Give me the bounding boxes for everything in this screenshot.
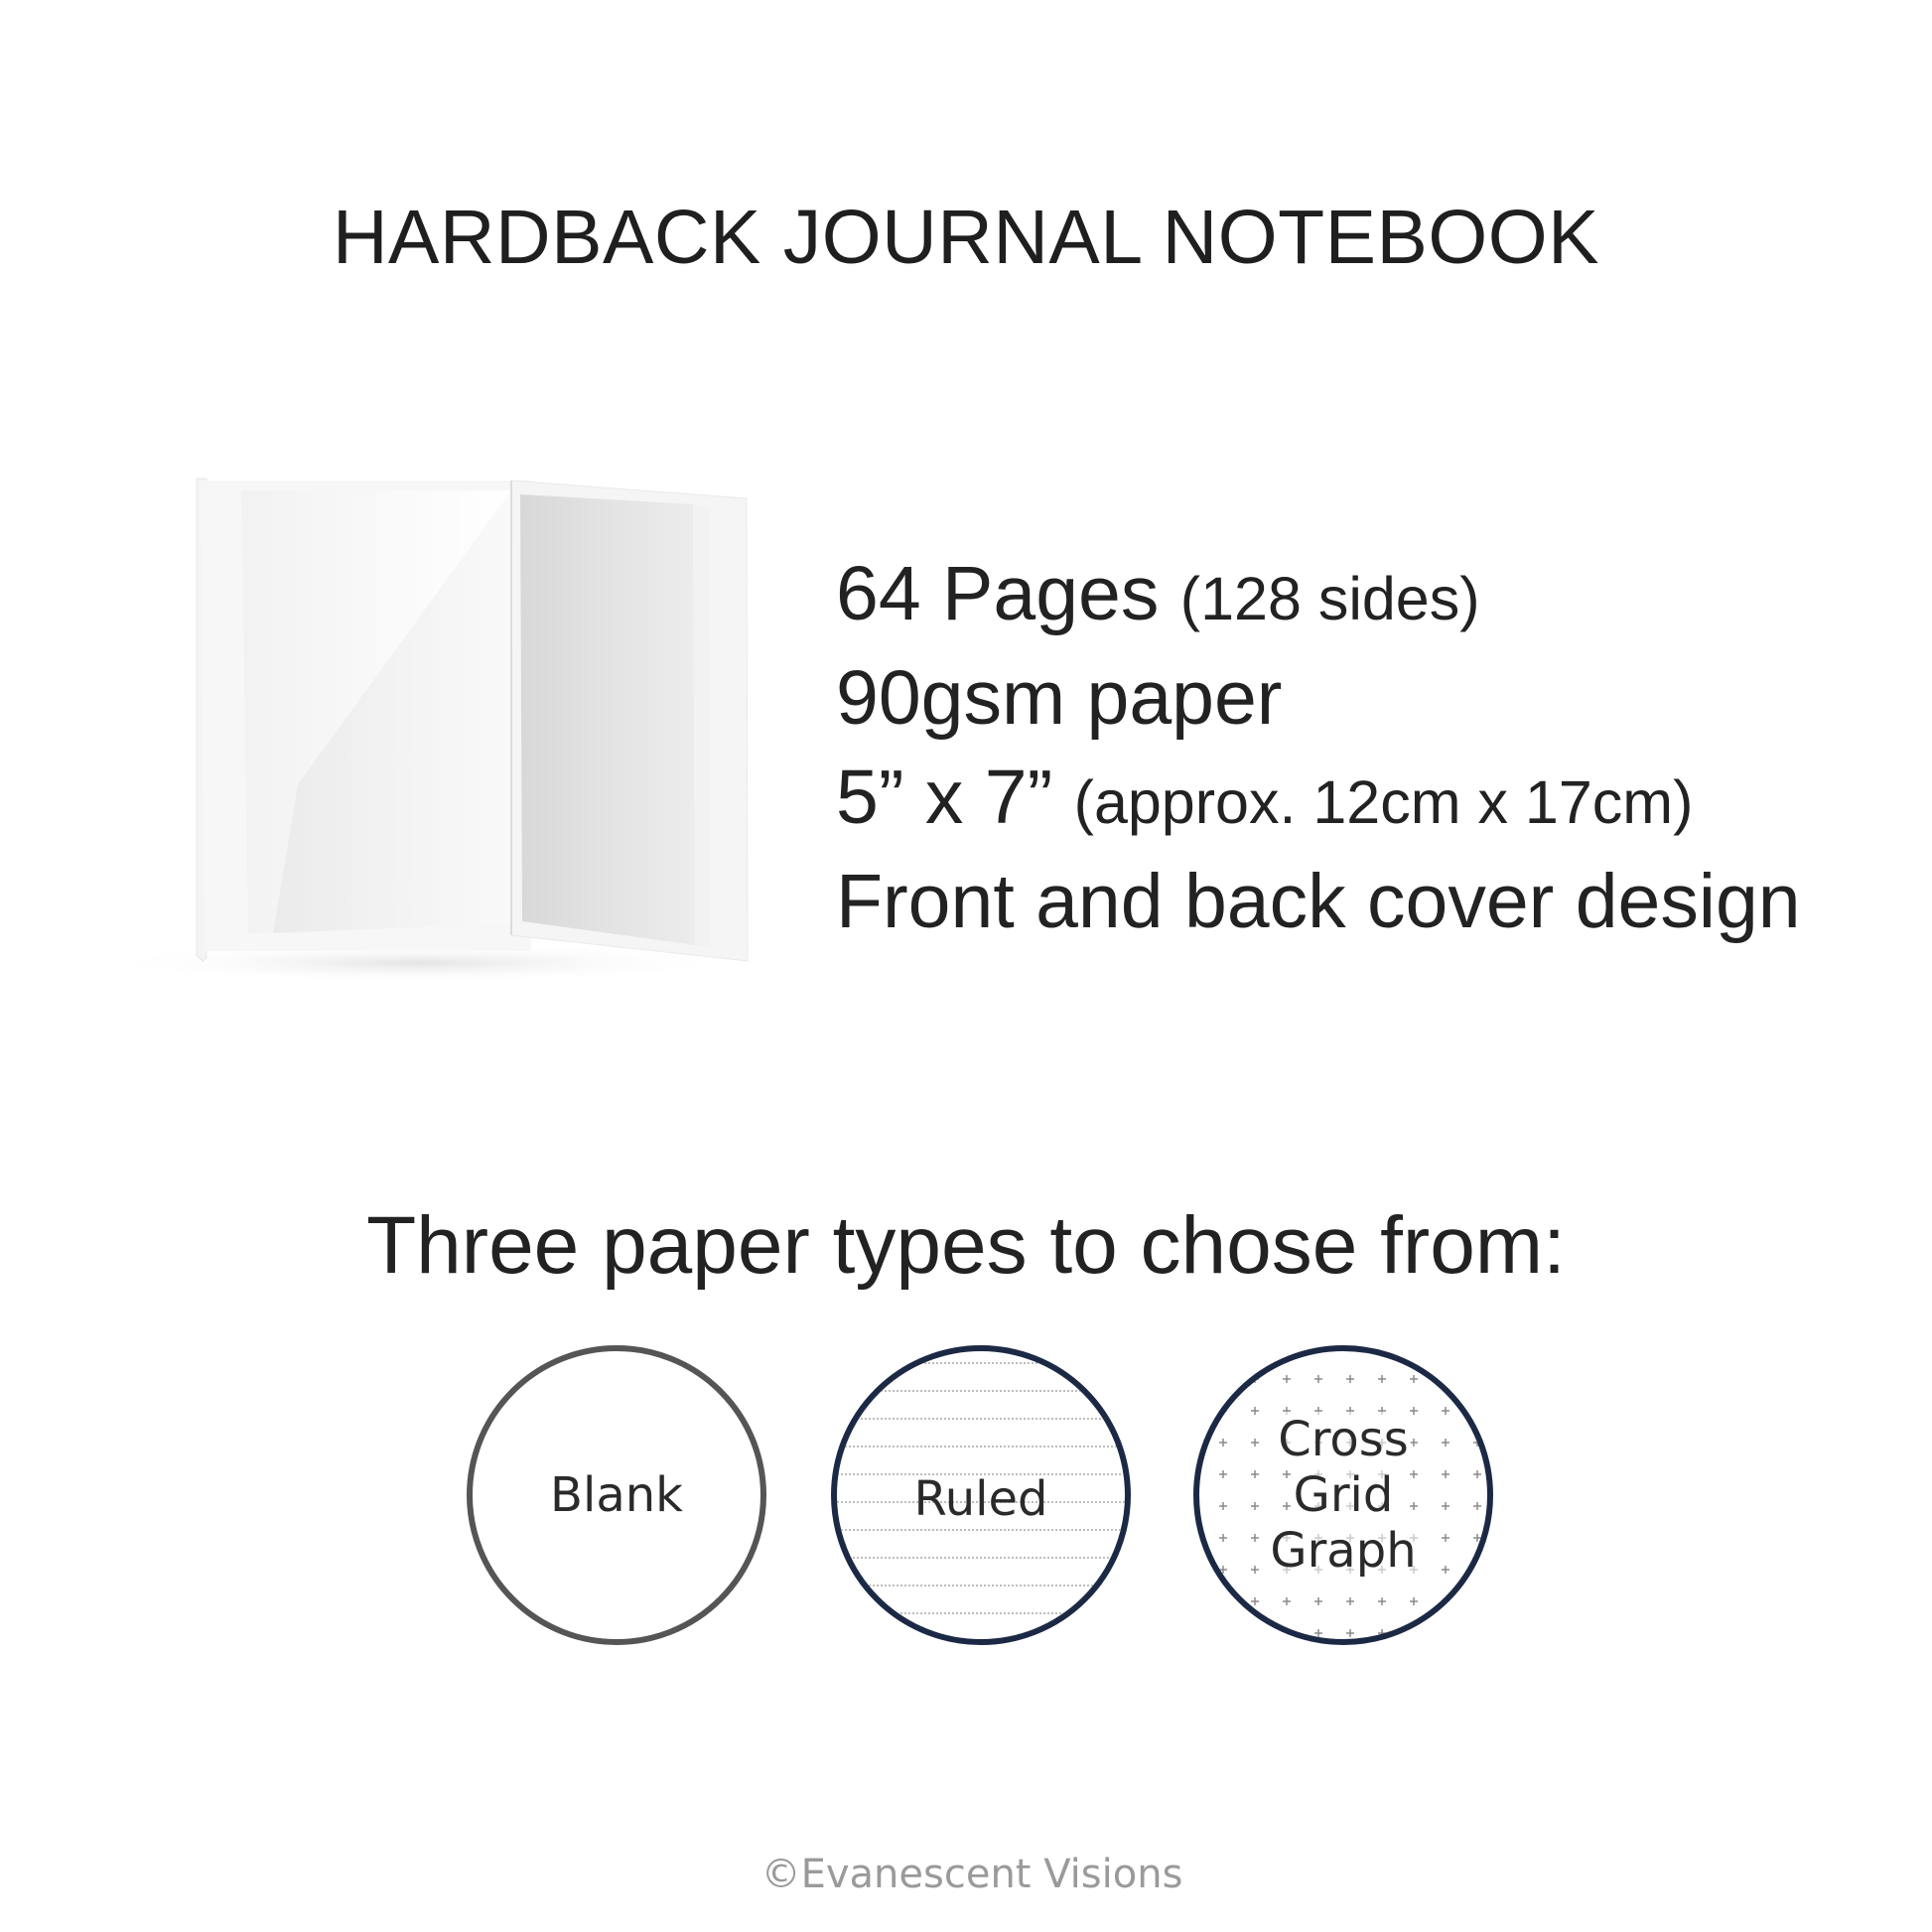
spec-pages-count: 64 Pages [836,551,1160,636]
paper-option-ruled [831,1345,1131,1645]
notebook-specifications [836,544,1801,951]
copyright-notice: ©Evanescent Visions [760,1852,1183,1897]
spec-paper: 90gsm paper [836,655,1283,741]
paper-option-graph-label [1199,1351,1487,1639]
paper-option-blank [467,1345,766,1645]
graph-label-line-1: Cross [1278,1412,1409,1467]
spec-cover: Front and back cover design [836,859,1801,944]
paper-option-ruled-label: Ruled [913,1471,1048,1527]
graph-label-line-2: Grid [1293,1467,1394,1523]
graph-label-line-3: Graph [1270,1523,1417,1579]
paper-types-heading: Three paper types to chose from: [366,1200,1566,1291]
page-title: HARDBACK JOURNAL NOTEBOOK [332,195,1600,280]
paper-option-graph [1193,1345,1493,1645]
spec-size-note: (approx. 12cm x 17cm) [1073,768,1694,836]
open-notebook-image [60,467,774,1003]
spec-size-value: 5” x 7” [836,755,1053,840]
paper-option-blank-label: Blank [550,1467,683,1523]
spec-pages-note: (128 sides) [1179,565,1480,632]
spec-pages [836,544,1801,648]
spec-size [836,748,1801,852]
